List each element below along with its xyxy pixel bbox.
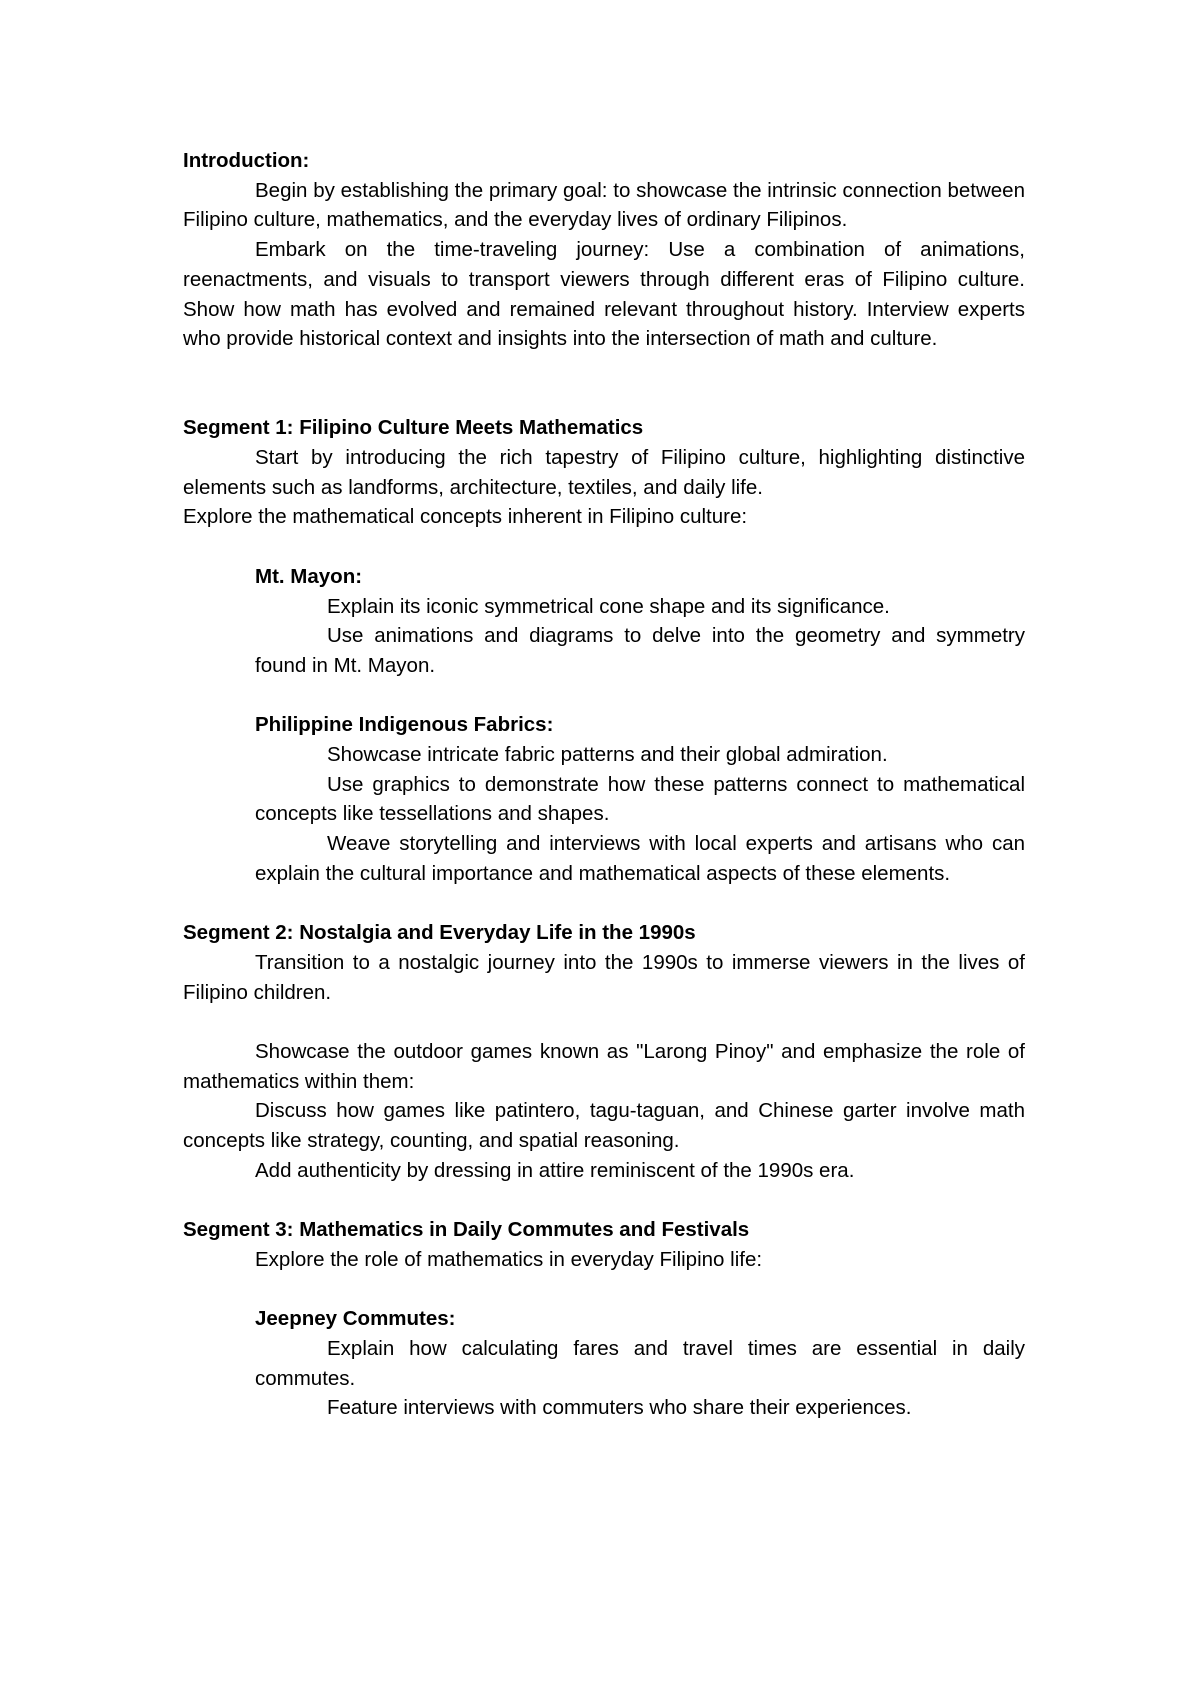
segment2-heading: Segment 2: Nostalgia and Everyday Life in the 1990s: [183, 921, 696, 945]
segment2-paragraph-4: Add authenticity by dressing in attire reminiscent of the 1990s era.: [255, 1158, 855, 1182]
segment2-paragraph-2: Showcase the outdoor games known as "Larong Pinoy" and emphasize the role of mathematics within them:: [183, 1040, 1025, 1093]
fabrics-paragraph-3: Weave storytelling and interviews with local experts and artisans who can explain the cultural importance and mathematical aspects of these elements.: [255, 832, 1025, 885]
mayon-paragraph-1: Explain its iconic symmetrical cone shape and its significance.: [327, 594, 890, 618]
mayon-paragraph-2: Use animations and diagrams to delve into the geometry and symmetry found in Mt. Mayon.: [255, 624, 1025, 677]
intro-heading: Introduction:: [183, 149, 310, 172]
document-page: [183, 146, 1025, 1423]
segment1-paragraph-2: Explore the mathematical concepts inherent in Filipino culture:: [183, 505, 748, 529]
intro-paragraph-2: Embark on the time-traveling journey: Use a combination of animations, reenactments, and visuals to transport viewers through different eras of Filipino culture. Show how math has evolved and remained relevant throughout history. Interview experts who provide historical context and insights into the intersection of math and culture.: [183, 238, 1025, 351]
spacer: [183, 1275, 1025, 1305]
jeepney-paragraph-1: Explain how calculating fares and travel times are essential in daily commutes.: [255, 1337, 1025, 1390]
mayon-heading: Mt. Mayon:: [255, 564, 363, 588]
intro-paragraph-1: Begin by establishing the primary goal: to showcase the intrinsic connection between Filipino culture, mathematics, and the everyday lives of ordinary Filipinos.: [183, 178, 1025, 232]
spacer: [183, 532, 1025, 562]
fabrics-section: [255, 710, 1025, 888]
spacer: [183, 1186, 1025, 1216]
spacer: [183, 681, 1025, 711]
fabrics-paragraph-2: Use graphics to demonstrate how these patterns connect to mathematical concepts like tessellations and shapes.: [255, 772, 1025, 826]
jeepney-section: [255, 1304, 1025, 1423]
segment3-heading: Segment 3: Mathematics in Daily Commutes and Festivals: [183, 1218, 750, 1242]
spacer: [183, 354, 1025, 413]
jeepney-heading: Jeepney Commutes:: [255, 1307, 456, 1331]
segment2-paragraph-3: Discuss how games like patintero, tagu-taguan, and Chinese garter involve math concepts like strategy, counting, and spatial reasoning.: [183, 1099, 1025, 1153]
fabrics-paragraph-1: Showcase intricate fabric patterns and their global admiration.: [327, 743, 888, 767]
fabrics-heading: Philippine Indigenous Fabrics:: [255, 713, 554, 737]
spacer: [183, 1007, 1025, 1037]
segment3-paragraph-1: Explore the role of mathematics in everyday Filipino life:: [255, 1247, 763, 1271]
jeepney-paragraph-2: Feature interviews with commuters who share their experiences.: [327, 1396, 912, 1420]
spacer: [183, 889, 1025, 919]
segment1-heading: Segment 1: Filipino Culture Meets Mathematics: [183, 416, 644, 440]
mayon-section: [255, 562, 1025, 681]
segment2-paragraph-1: Transition to a nostalgic journey into the 1990s to immerse viewers in the lives of Filipino children.: [183, 950, 1025, 1004]
segment1-paragraph-1: Start by introducing the rich tapestry of Filipino culture, highlighting distinctive elements such as landforms, architecture, textiles, and daily life.: [183, 446, 1025, 499]
